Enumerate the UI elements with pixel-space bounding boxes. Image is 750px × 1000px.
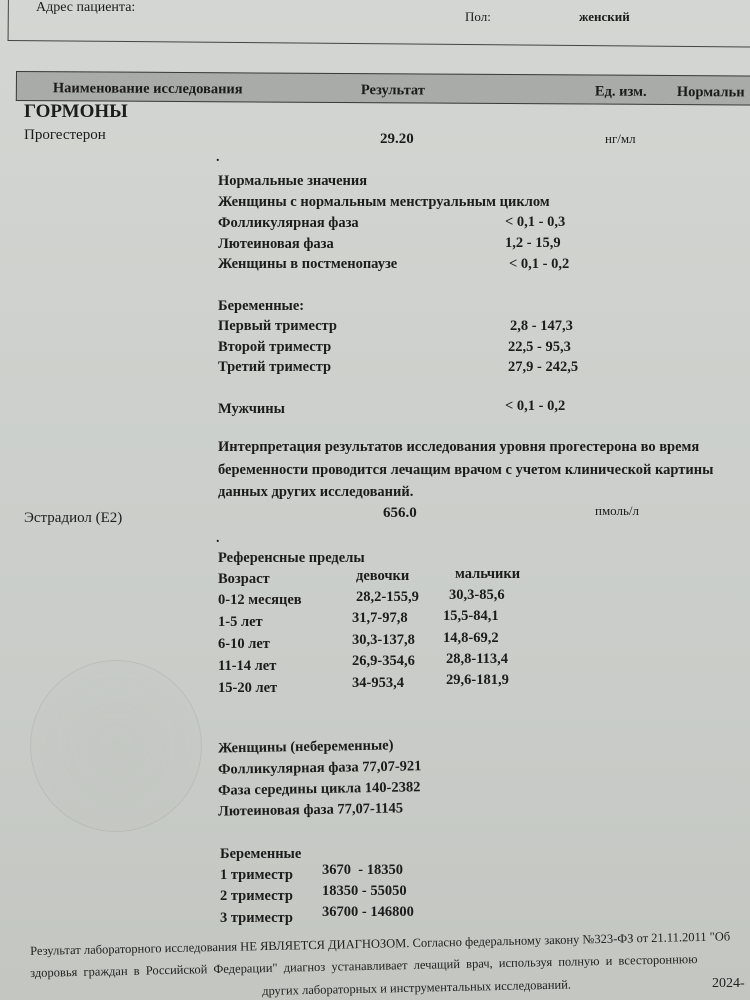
women-row: Лютеиновая фаза 77,07-1145 [217, 800, 404, 820]
women-title: Женщины (небеременные) [217, 737, 394, 757]
men-value: < 0,1 - 0,2 [505, 398, 566, 414]
girls-cell: 30,3-137,8 [352, 632, 415, 648]
girls-cell: 26,9-354,6 [352, 653, 415, 669]
ref-row-label: Женщины в постменопаузе [218, 256, 398, 272]
men-label: Мужчины [218, 401, 285, 417]
unit-progesterone: нг/мл [605, 131, 636, 146]
ref-row-value: < 0,1 - 0,2 [509, 256, 570, 272]
header-normal: Нормальн [676, 84, 745, 101]
age-cell: 1-5 лет [218, 614, 263, 630]
note-line: Интерпретация результатов исследования уровня прогестерона во время [218, 439, 700, 455]
dot-marker: . [216, 531, 220, 546]
column-age: Возраст [218, 571, 270, 587]
ref-row-value: 2,8 - 147,3 [510, 318, 573, 334]
disclaimer-line: здоровья граждан в Российской Федерации" диагноз устанавливает лечащий врач, используя полную и всестороннюю [30, 952, 698, 980]
boys-cell: 15,5-84,1 [443, 608, 499, 624]
ref-row-label: Второй триместр [218, 339, 332, 355]
age-cell: 11-14 лет [218, 658, 277, 674]
age-cell: 6-10 лет [218, 636, 270, 652]
boys-cell: 29,6-181,9 [446, 672, 509, 688]
result-estradiol: 656.0 [383, 505, 417, 521]
boys-cell: 28,8-113,4 [446, 651, 509, 667]
test-name-estradiol: Эстрадиол (Е2) [24, 510, 123, 526]
trimester-value: 36700 - 146800 [322, 904, 414, 920]
ref-title: Референсные пределы [218, 550, 365, 566]
trimester-label: 2 триместр [220, 888, 293, 904]
header-result: Результат [360, 82, 425, 99]
result-progesterone: 29.20 [380, 131, 414, 147]
ref-row-value: 27,9 - 242,5 [508, 359, 579, 375]
unit-estradiol: пмоль/л [595, 503, 640, 518]
faded-stamp [30, 660, 202, 832]
section-title: ГОРМОНЫ [24, 101, 128, 122]
trimester-value: 18350 - 55050 [322, 883, 407, 899]
girls-cell: 28,2-155,9 [356, 589, 419, 605]
girls-cell: 34-953,4 [352, 675, 404, 691]
trimester-label: 1 триместр [220, 867, 293, 883]
ref-row-label: Первый триместр [218, 318, 337, 334]
girls-cell: 31,7-97,8 [352, 610, 408, 626]
boys-cell: 30,3-85,6 [449, 587, 505, 603]
ref-row-label: Лютеиновая фаза [218, 236, 334, 252]
ref-row-value: 22,5 - 95,3 [508, 339, 571, 355]
header-name: Наименование исследования [52, 80, 243, 98]
note-line: данных других исследований. [218, 484, 414, 500]
note-line: беременности проводится лечащим врачом с учетом клинической картины [218, 462, 714, 478]
report-date: 2024- [712, 976, 745, 991]
ref-title: Нормальные значения [218, 173, 368, 189]
women-row: Фолликулярная фаза 77,07-921 [217, 758, 422, 778]
dot-marker: . [216, 150, 220, 165]
pregnant-title: Беременные: [218, 298, 305, 314]
column-boys: мальчики [455, 566, 521, 582]
test-name-progesterone: Прогестерон [24, 127, 106, 143]
ref-row-value: 1,2 - 15,9 [505, 235, 561, 251]
boys-cell: 14,8-69,2 [443, 630, 499, 646]
sex-value: женский [579, 9, 630, 24]
ref-row-value: < 0,1 - 0,3 [505, 214, 566, 230]
header-unit: Ед. изм. [594, 83, 647, 100]
women-row: Фаза середины цикла 140-2382 [217, 779, 421, 799]
sex-label: Пол: [465, 9, 491, 24]
trimester-value: 3670 - 18350 [322, 862, 403, 878]
ref-subtitle: Женщины с нормальным менструальным циклом [218, 194, 550, 210]
age-cell: 0-12 месяцев [218, 592, 302, 608]
age-cell: 15-20 лет [218, 680, 278, 696]
pregnant-title: Беременные [220, 846, 302, 862]
trimester-label: 3 триместр [220, 910, 293, 926]
ref-row-label: Третий триместр [218, 359, 332, 375]
address-label: Адрес пациента: [36, 0, 136, 15]
column-girls: девочки [356, 568, 410, 584]
ref-row-label: Фолликулярная фаза [218, 215, 359, 231]
disclaimer-line: Результат лабораторного исследования НЕ ЯВЛЯЕТСЯ ДИАГНОЗОМ. Согласно федеральному закону №323-ФЗ от 21.11.2011 "Об [30, 929, 731, 958]
disclaimer-line: других лабораторных и инструментальных исследований. [262, 977, 572, 998]
